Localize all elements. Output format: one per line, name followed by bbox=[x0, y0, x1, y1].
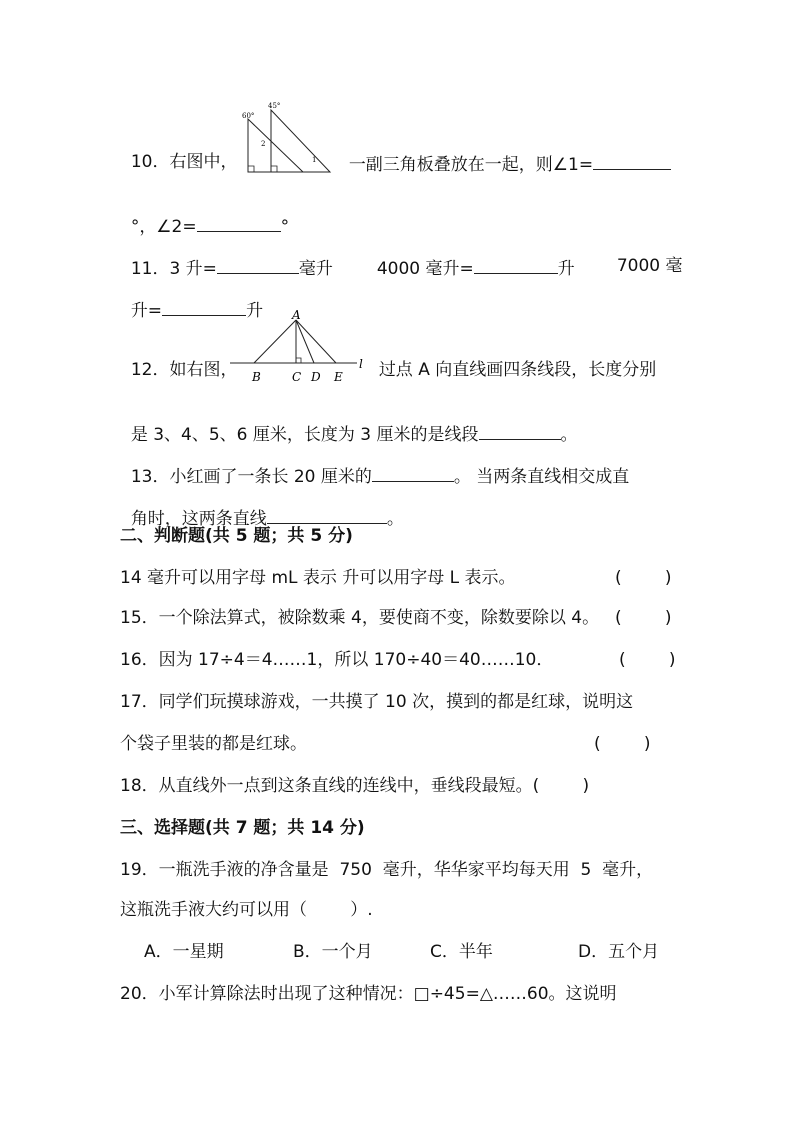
q10-line2-suffix: ° bbox=[280, 217, 290, 237]
q10-line2 bbox=[120, 191, 289, 238]
q12-point-B: B bbox=[252, 370, 261, 384]
q13-blank-2[interactable] bbox=[267, 505, 387, 524]
q19-line2: 这瓶洗手液大约可以用（ ）. bbox=[120, 900, 373, 920]
q12-point-A: A bbox=[292, 308, 301, 322]
q12-line1-cont bbox=[368, 337, 656, 381]
q16-answer-paren[interactable]: ( ) bbox=[619, 650, 676, 670]
q12-point-C: C bbox=[292, 370, 302, 384]
q10-prefix: 10．右图中， bbox=[130, 152, 238, 172]
q19-option-c[interactable]: C．半年 bbox=[430, 942, 493, 962]
q12-prefix: 12．如右图， bbox=[130, 360, 238, 380]
q11-part4: 升 bbox=[557, 259, 575, 279]
section2-title: 二、判断题(共 5 题；共 5 分) bbox=[120, 526, 353, 546]
q15-text: 15．一个除法算式，被除数乘 4，要使商不变，除数要除以 4。 bbox=[120, 608, 600, 628]
q10-line1-cont bbox=[338, 129, 671, 176]
q11-part5: 7000 毫 bbox=[616, 256, 683, 276]
q12-line2-suffix: 。 bbox=[560, 425, 578, 445]
q12-blank[interactable] bbox=[479, 421, 561, 440]
q16-text: 16．因为 17÷4＝4……1，所以 170÷40＝40……10． bbox=[120, 650, 554, 670]
q13-line2b: 。 bbox=[386, 509, 404, 529]
q11-line1-end bbox=[606, 233, 682, 277]
q12-line2: 是 3、4、5、6 厘米，长度为 3 厘米的是线段 bbox=[130, 425, 479, 445]
q12-text: 过点 A 向直线画四条线段，长度分别 bbox=[378, 360, 657, 380]
q18-text: 18．从直线外一点到这条直线的连线中，垂线段最短。( ) bbox=[120, 776, 590, 796]
q12-line-l: l bbox=[359, 357, 363, 371]
q13-line2a: 角时，这两条直线 bbox=[130, 509, 267, 529]
q13-blank-1[interactable] bbox=[372, 463, 454, 482]
q10-line1 bbox=[120, 129, 237, 173]
q17-line1: 17．同学们玩摸球游戏，一共摸了 10 次，摸到的都是红球，说明这 bbox=[120, 692, 634, 712]
q15-answer-paren[interactable]: ( ) bbox=[615, 608, 672, 628]
q11-part2: 毫升 bbox=[298, 259, 333, 279]
q12-line2 bbox=[120, 399, 578, 446]
q12-segment-figure bbox=[230, 308, 370, 384]
q11-part1: 11．3 升= bbox=[130, 259, 217, 279]
q11-part3: 4000 毫升= bbox=[376, 259, 474, 279]
q17-answer-paren[interactable]: ( ) bbox=[594, 734, 651, 754]
q17-line2: 个袋子里装的都是红球。 bbox=[120, 734, 307, 754]
q10-blank-1[interactable] bbox=[593, 151, 671, 170]
q10-text: 一副三角板叠放在一起，则∠1= bbox=[348, 155, 594, 175]
q10-angle45-label: 45° bbox=[268, 102, 281, 110]
q13-line1 bbox=[120, 441, 629, 488]
q12-point-D: D bbox=[311, 370, 321, 384]
q11-blank-1[interactable] bbox=[217, 255, 299, 274]
q11-line2-suffix: 升 bbox=[246, 301, 264, 321]
section3-title: 三、选择题(共 7 题；共 14 分) bbox=[120, 818, 365, 838]
q10-angle1-label: 1 bbox=[312, 156, 317, 164]
q20-text: 20．小军计算除法时出现了这种情况：□÷45=△……60。这说明 bbox=[120, 984, 617, 1004]
q10-line2-prefix: °，∠2= bbox=[130, 217, 197, 237]
q12-line1 bbox=[120, 337, 237, 381]
q13-line2 bbox=[120, 483, 404, 530]
q19-option-a[interactable]: A．一星期 bbox=[144, 942, 224, 962]
q19-option-b[interactable]: B．一个月 bbox=[293, 942, 373, 962]
q12-point-E: E bbox=[334, 370, 343, 384]
q10-angle2-label: 2 bbox=[261, 140, 266, 148]
q19-option-d[interactable]: D．五个月 bbox=[578, 942, 660, 962]
q11-line1 bbox=[120, 233, 333, 280]
q13-line1a: 13．小红画了一条长 20 厘米的 bbox=[130, 467, 372, 487]
q10-angle60-label: 60° bbox=[242, 112, 255, 120]
q14-text: 14 毫升可以用字母 mL 表示 升可以用字母 L 表示。 bbox=[120, 568, 516, 588]
q10-blank-2[interactable] bbox=[197, 213, 281, 232]
q13-line1b: 。 当两条直线相交成直 bbox=[453, 467, 630, 487]
q14-answer-paren[interactable]: ( ) bbox=[615, 568, 672, 588]
q10-triangle-figure bbox=[242, 100, 334, 175]
q19-line1: 19．一瓶洗手液的净含量是 750 毫升，华华家平均每天用 5 毫升， bbox=[120, 860, 654, 880]
q11-line2: 升= bbox=[130, 301, 163, 321]
q11-line1-mid bbox=[366, 233, 575, 280]
q11-blank-2[interactable] bbox=[474, 255, 558, 274]
